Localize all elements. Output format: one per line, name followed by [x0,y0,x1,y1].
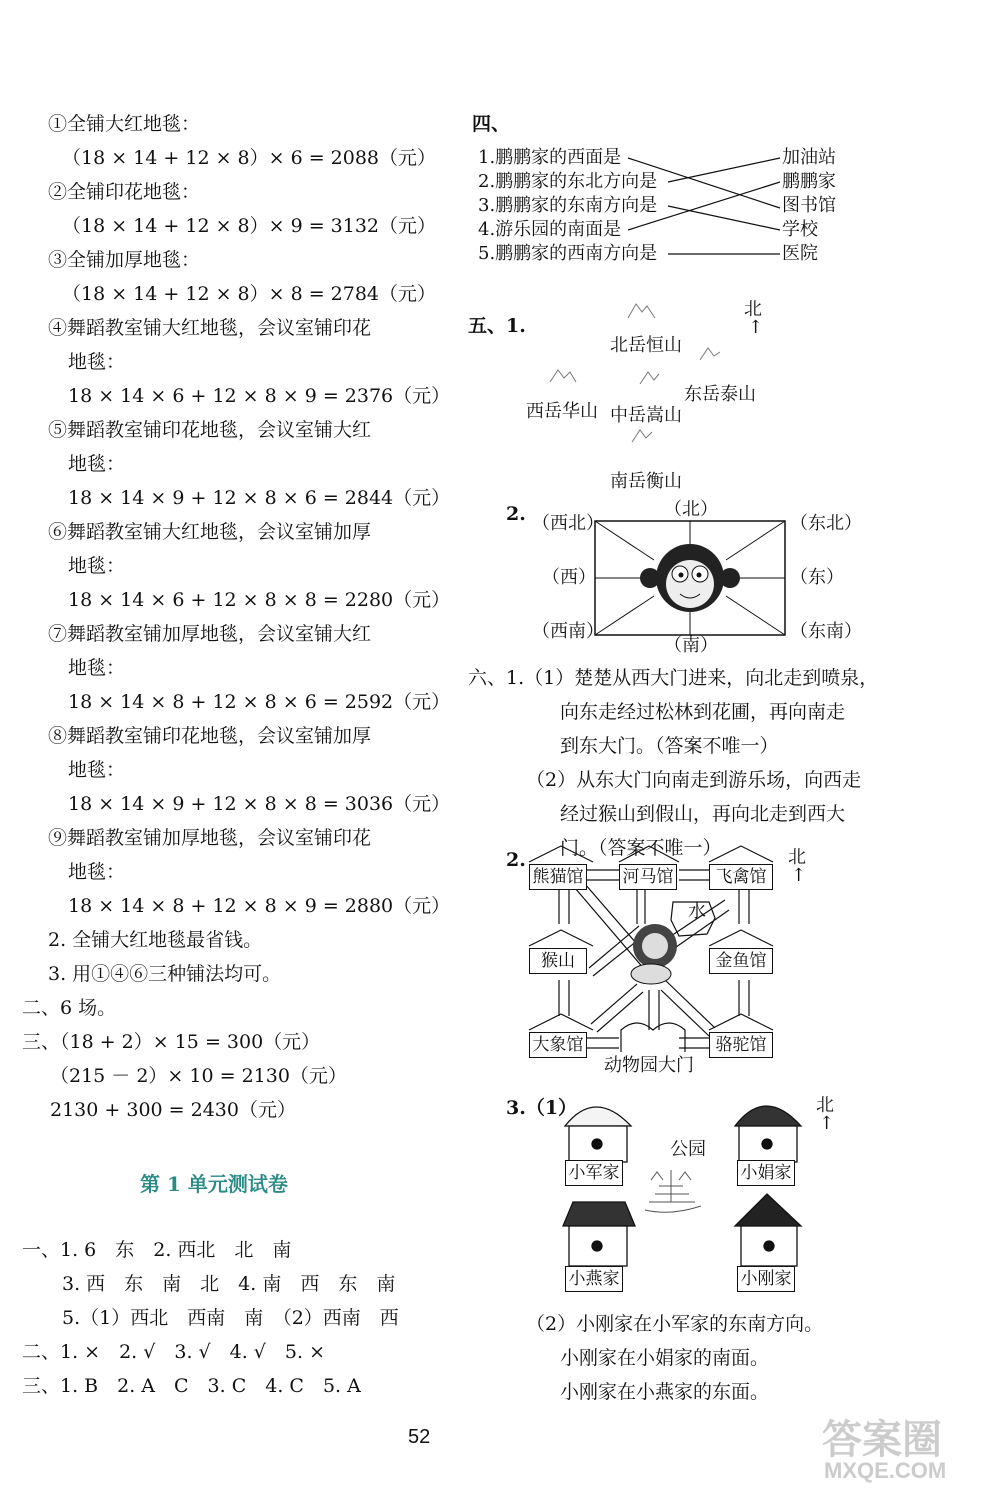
answer-line: （215 － 2）× 10 = 2130（元） [50,1065,347,1087]
direction-label: （南） [664,635,718,656]
answer-line: 小刚家在小娟家的南面。 [560,1347,770,1369]
section-title: 第 1 单元测试卷 [140,1172,288,1196]
lion-icon [631,924,677,984]
answer-line: 5.（1）西北 西南 南 （2）西南 西 [62,1307,399,1329]
watermark-logo: 答案圈 [822,1418,942,1462]
answer-line: 地毯： [68,453,126,475]
answer-line: ①全铺大红地毯： [48,113,201,135]
mountain-label: 中岳嵩山 [610,405,682,426]
matching-lines [620,150,785,270]
direction-label: （西） [542,567,596,588]
watermark-url: MXQE.COM [824,1458,947,1483]
zoo-location-label: 大象馆 [529,1032,587,1058]
house-label: 小军家 [565,1160,623,1186]
house-label: 小燕家 [565,1266,623,1292]
answer-line: 地毯： [68,555,126,577]
match-left-item: 5.鹏鹏家的西南方向是 [478,243,658,264]
answer-line: （18 × 14 + 12 × 8）× 6 = 2088（元） [62,147,437,169]
house-label: 小刚家 [737,1266,795,1292]
question-number: 2. [506,503,526,525]
direction-label: （西南） [532,621,604,642]
north-arrow-icon: ↑ [748,317,764,338]
direction-label: （东南） [790,621,862,642]
answer-line: 到东大门。（答案不唯一） [560,735,779,757]
north-label: 北 [744,299,762,320]
direction-box [594,520,786,636]
answer-line: 18 × 14 × 8 + 12 × 8 × 9 = 2880（元） [68,895,451,917]
answer-line: ⑧舞蹈教室铺印花地毯，会议室铺加厚 [48,725,372,747]
zoo-location-label: 骆驼馆 [709,1032,773,1058]
park-icon [645,1170,701,1212]
answer-line: 二、1. × 2. √ 3. √ 4. √ 5. × [22,1341,325,1363]
answer-line: ⑥舞蹈教室铺大红地毯，会议室铺加厚 [48,521,372,543]
mountain-label: 北岳恒山 [610,335,682,356]
answer-line: 三、1. B 2. A C 3. C 4. C 5. A [22,1375,361,1397]
answer-line: 一、1. 6 东 2. 西北 北 南 [22,1239,292,1261]
answer-line: 地毯： [68,759,126,781]
answer-line: ⑨舞蹈教室铺加厚地毯，会议室铺印花 [48,827,372,849]
match-left-item: 2.鹏鹏家的东北方向是 [478,171,658,192]
zoo-location-label: 猴山 [529,948,587,974]
match-left-item: 4.游乐园的南面是 [478,219,622,240]
answer-line: 18 × 14 × 8 + 12 × 8 × 6 = 2592（元） [68,691,451,713]
answer-line: （2）从东大门向南走到游乐场，向西走 [526,769,862,791]
answer-line: 经过猴山到假山，再向北走到西大 [560,803,846,825]
answer-line: 向东走经过松林到花圃，再向南走 [560,701,846,723]
answer-line: 地毯： [68,351,126,373]
answer-line: 二、6 场。 [22,997,117,1019]
park-label: 公园 [670,1139,706,1160]
answer-line: ③全铺加厚地毯： [48,249,201,271]
zoo-location-label: 飞禽馆 [709,864,773,890]
north-label: 北 [816,1095,834,1116]
answer-line: ⑤舞蹈教室铺印花地毯，会议室铺大红 [48,419,372,441]
match-right-item: 图书馆 [782,195,836,216]
section-label: 四、 [472,113,511,135]
zoo-location-label: 河马馆 [619,864,677,890]
zoo-location-label: 金鱼馆 [709,948,773,974]
match-left-item: 1.鹏鹏家的西面是 [478,147,622,168]
answer-line: 2. 全铺大红地毯最省钱。 [48,929,263,951]
match-left-item: 3.鹏鹏家的东南方向是 [478,195,658,216]
north-arrow-icon: ↑ [791,865,807,886]
question-number: 3.（1） [506,1097,578,1119]
question-number: 2. [506,849,526,871]
answer-line: ⑦舞蹈教室铺加厚地毯，会议室铺大红 [48,623,372,645]
zoo-location-label: 动物园大门 [604,1055,694,1076]
north-arrow-icon: ↑ [819,1113,835,1134]
mountain-label: 西岳华山 [526,401,598,422]
answer-line: 三、（18 + 2）× 15 = 300（元） [22,1031,321,1053]
answer-line: 18 × 14 × 9 + 12 × 8 × 8 = 3036（元） [68,793,451,815]
answer-line: （18 × 14 + 12 × 8）× 9 = 3132（元） [62,215,437,237]
match-right-item: 学校 [782,219,818,240]
direction-label: （西北） [532,513,604,534]
direction-label: （东） [790,567,844,588]
answer-line: ②全铺印花地毯： [48,181,201,203]
answer-line: 18 × 14 × 6 + 12 × 8 × 9 = 2376（元） [68,385,451,407]
match-right-item: 加油站 [782,147,836,168]
answer-line: 六、1.（1）楚楚从西大门进来，向北走到喷泉， [468,667,879,689]
page-number: 52 [408,1426,431,1448]
answer-line: 地毯： [68,657,126,679]
answer-line: 3. 西 东 南 北 4. 南 西 东 南 [62,1273,396,1295]
answer-line: （18 × 14 + 12 × 8）× 8 = 2784（元） [62,283,437,305]
mountain-label: 南岳衡山 [610,471,682,492]
direction-label: （东北） [790,513,862,534]
answer-line: 2130 + 300 = 2430（元） [50,1099,296,1121]
match-right-item: 医院 [782,243,818,264]
answer-line: 3. 用①④⑥三种铺法均可。 [48,963,282,985]
answer-line: 18 × 14 × 6 + 12 × 8 × 8 = 2280（元） [68,589,451,611]
answer-line: 地毯： [68,861,126,883]
answer-line: （2）小刚家在小军家的东南方向。 [526,1313,824,1335]
section-label: 五、1. [468,315,526,337]
house-label: 小娟家 [737,1160,795,1186]
mountain-label: 东岳泰山 [684,384,756,405]
zoo-location-label: 熊猫馆 [529,864,587,890]
zoo-location-label: 水 [688,901,706,922]
answer-line: ④舞蹈教室铺大红地毯，会议室铺印花 [48,317,372,339]
match-right-item: 鹏鹏家 [782,171,836,192]
north-label: 北 [788,847,806,868]
direction-label: （北） [664,499,718,520]
answer-line: 门。（答案不唯一） [560,837,722,859]
answer-line: 小刚家在小燕家的东面。 [560,1381,770,1403]
answer-line: 18 × 14 × 9 + 12 × 8 × 6 = 2844（元） [68,487,451,509]
